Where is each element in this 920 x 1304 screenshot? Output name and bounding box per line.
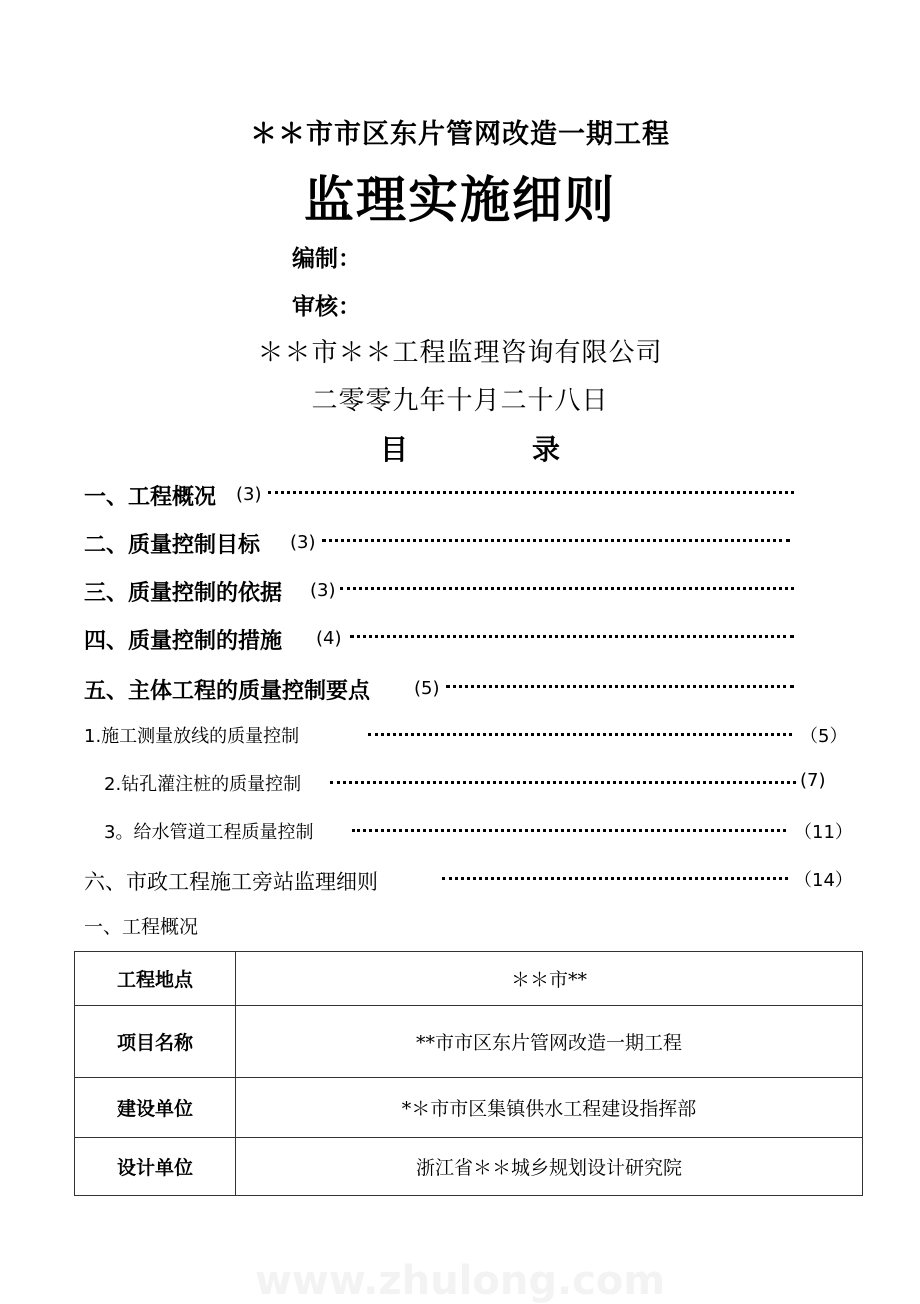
organization-name: ＊＊市＊＊工程监理咨询有限公司 bbox=[257, 338, 663, 368]
table-row bbox=[75, 1006, 863, 1078]
toc-entry[interactable] bbox=[0, 528, 920, 568]
toc-entry-page: (4) bbox=[316, 628, 342, 649]
toc-heading-left: 目 bbox=[380, 433, 409, 466]
table-value: ＊＊市** bbox=[236, 952, 863, 1006]
toc-leader-dots bbox=[330, 781, 796, 784]
table-value: 浙江省＊＊城乡规划设计研究院 bbox=[236, 1138, 863, 1196]
toc-entry[interactable] bbox=[0, 480, 920, 520]
toc-entry-label: 3。给水管道工程质量控制 bbox=[104, 822, 314, 843]
toc-entry-page: (3) bbox=[236, 484, 262, 505]
table-key: 项目名称 bbox=[75, 1006, 236, 1078]
toc-leader-dots bbox=[446, 685, 794, 688]
toc-entry[interactable] bbox=[0, 674, 920, 714]
toc-entry-page: （14） bbox=[794, 870, 853, 891]
document-date: 二零零九年十月二十八日 bbox=[311, 386, 609, 416]
toc-entry-label: 三、质量控制的依据 bbox=[84, 581, 283, 606]
toc-entry-label: 二、质量控制目标 bbox=[84, 533, 261, 558]
toc-entry-page: （11） bbox=[794, 822, 853, 843]
section-heading: 一、工程概况 bbox=[84, 916, 199, 938]
toc-entry-page: (3) bbox=[290, 532, 316, 553]
project-subtitle: ＊＊市市区东片管网改造一期工程 bbox=[250, 119, 670, 150]
toc-entry[interactable] bbox=[0, 818, 920, 858]
toc-entry-label: 一、工程概况 bbox=[84, 485, 217, 510]
toc-entry-page: (3) bbox=[310, 580, 336, 601]
document-title: 监理实施细则 bbox=[304, 171, 616, 229]
toc-entry[interactable] bbox=[0, 866, 920, 906]
toc-entry-label: 五、主体工程的质量控制要点 bbox=[84, 679, 371, 704]
toc-entry-label: 六、市政工程施工旁站监理细则 bbox=[84, 870, 378, 894]
toc-entry-label: 2.钻孔灌注桩的质量控制 bbox=[104, 774, 302, 795]
toc-entry[interactable] bbox=[0, 576, 920, 616]
table-row bbox=[75, 1078, 863, 1138]
toc-leader-dots bbox=[442, 877, 788, 880]
reviewer-label: 审核： bbox=[292, 294, 361, 320]
toc-entry-page: (7) bbox=[800, 770, 826, 791]
toc-leader-dots bbox=[268, 491, 794, 494]
watermark: www.zhulong.com bbox=[254, 1258, 666, 1304]
toc-leader-dots bbox=[368, 733, 792, 736]
toc-leader-dots bbox=[340, 587, 794, 590]
toc-heading-right: 录 bbox=[532, 433, 561, 466]
toc-leader-dots bbox=[322, 539, 790, 542]
table-key: 工程地点 bbox=[75, 952, 236, 1006]
table-value: *＊市市区集镇供水工程建设指挥部 bbox=[236, 1078, 863, 1138]
table-row bbox=[75, 1138, 863, 1196]
toc-entry[interactable] bbox=[0, 770, 920, 810]
toc-entry-label: 四、质量控制的措施 bbox=[84, 629, 283, 654]
toc-entry[interactable] bbox=[0, 624, 920, 664]
table-key: 设计单位 bbox=[75, 1138, 236, 1196]
compiler-label: 编制： bbox=[292, 246, 361, 272]
project-info-table bbox=[74, 951, 863, 1196]
table-row bbox=[75, 952, 863, 1006]
toc-entry-page: (5) bbox=[414, 678, 440, 699]
toc-leader-dots bbox=[352, 829, 786, 832]
table-key: 建设单位 bbox=[75, 1078, 236, 1138]
toc-entry[interactable] bbox=[0, 722, 920, 762]
toc-entry-label: 1.施工测量放线的质量控制 bbox=[84, 726, 300, 747]
toc-leader-dots bbox=[350, 635, 794, 638]
toc-entry-page: （5） bbox=[800, 726, 848, 747]
table-value: **市市区东片管网改造一期工程 bbox=[236, 1006, 863, 1078]
